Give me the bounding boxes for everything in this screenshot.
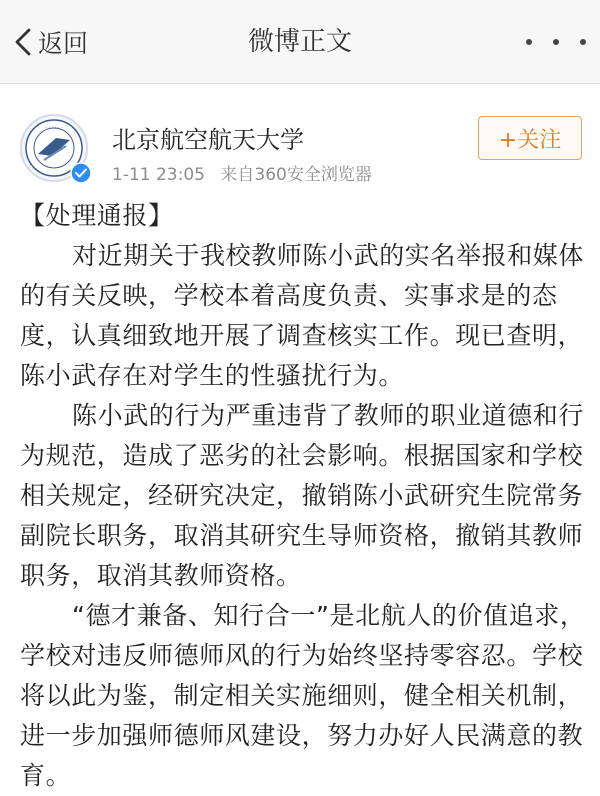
more-options-button[interactable]: [526, 30, 586, 54]
post-paragraph: 陈小武的行为严重违背了教师的职业道德和行为规范，造成了恶劣的社会影响。根据国家和学校相关规定，经研究决定，撤销陈小武研究生院常务副院长职务，取消其研究生导师资格，撤销其教师职务，取消其教师资格。: [20, 401, 585, 590]
post-header: [0, 84, 600, 196]
post-paragraph: “德才兼备、知行合一”是北航人的价值追求，学校对违反师德师风的行为始终坚持零容忍。学校将以此为鉴，制定相关实施细则，健全相关机制，进一步加强师德师风建设，努力办好人民满意的教育。: [20, 601, 586, 790]
post-time: 1-11 23:05: [112, 165, 205, 185]
svg-text:· · · · · ·: · · · · · ·: [45, 125, 63, 131]
more-dot-icon: [580, 39, 586, 45]
verified-badge-icon: [70, 162, 92, 184]
post-body: [20, 196, 586, 796]
navigation-bar: [0, 0, 600, 84]
post-paragraph: 对近期关于我校教师陈小武的实名举报和媒体的有关反映，学校本着高度负责、实事求是的态度，认真细致地开展了调查核实工作。现已查明，陈小武存在对学生的性骚扰行为。: [20, 241, 585, 390]
post-source: 来自360安全浏览器: [220, 165, 372, 185]
page-title: 微博正文: [247, 27, 352, 57]
more-dot-icon: [553, 39, 559, 45]
post-meta: [112, 160, 372, 185]
author-name[interactable]: 北京航空航天大学: [112, 126, 304, 154]
more-dot-icon: [526, 39, 532, 45]
back-label: 返回: [38, 29, 89, 58]
post-heading: 【处理通报】: [20, 201, 174, 230]
follow-button[interactable]: +关注: [478, 116, 582, 160]
